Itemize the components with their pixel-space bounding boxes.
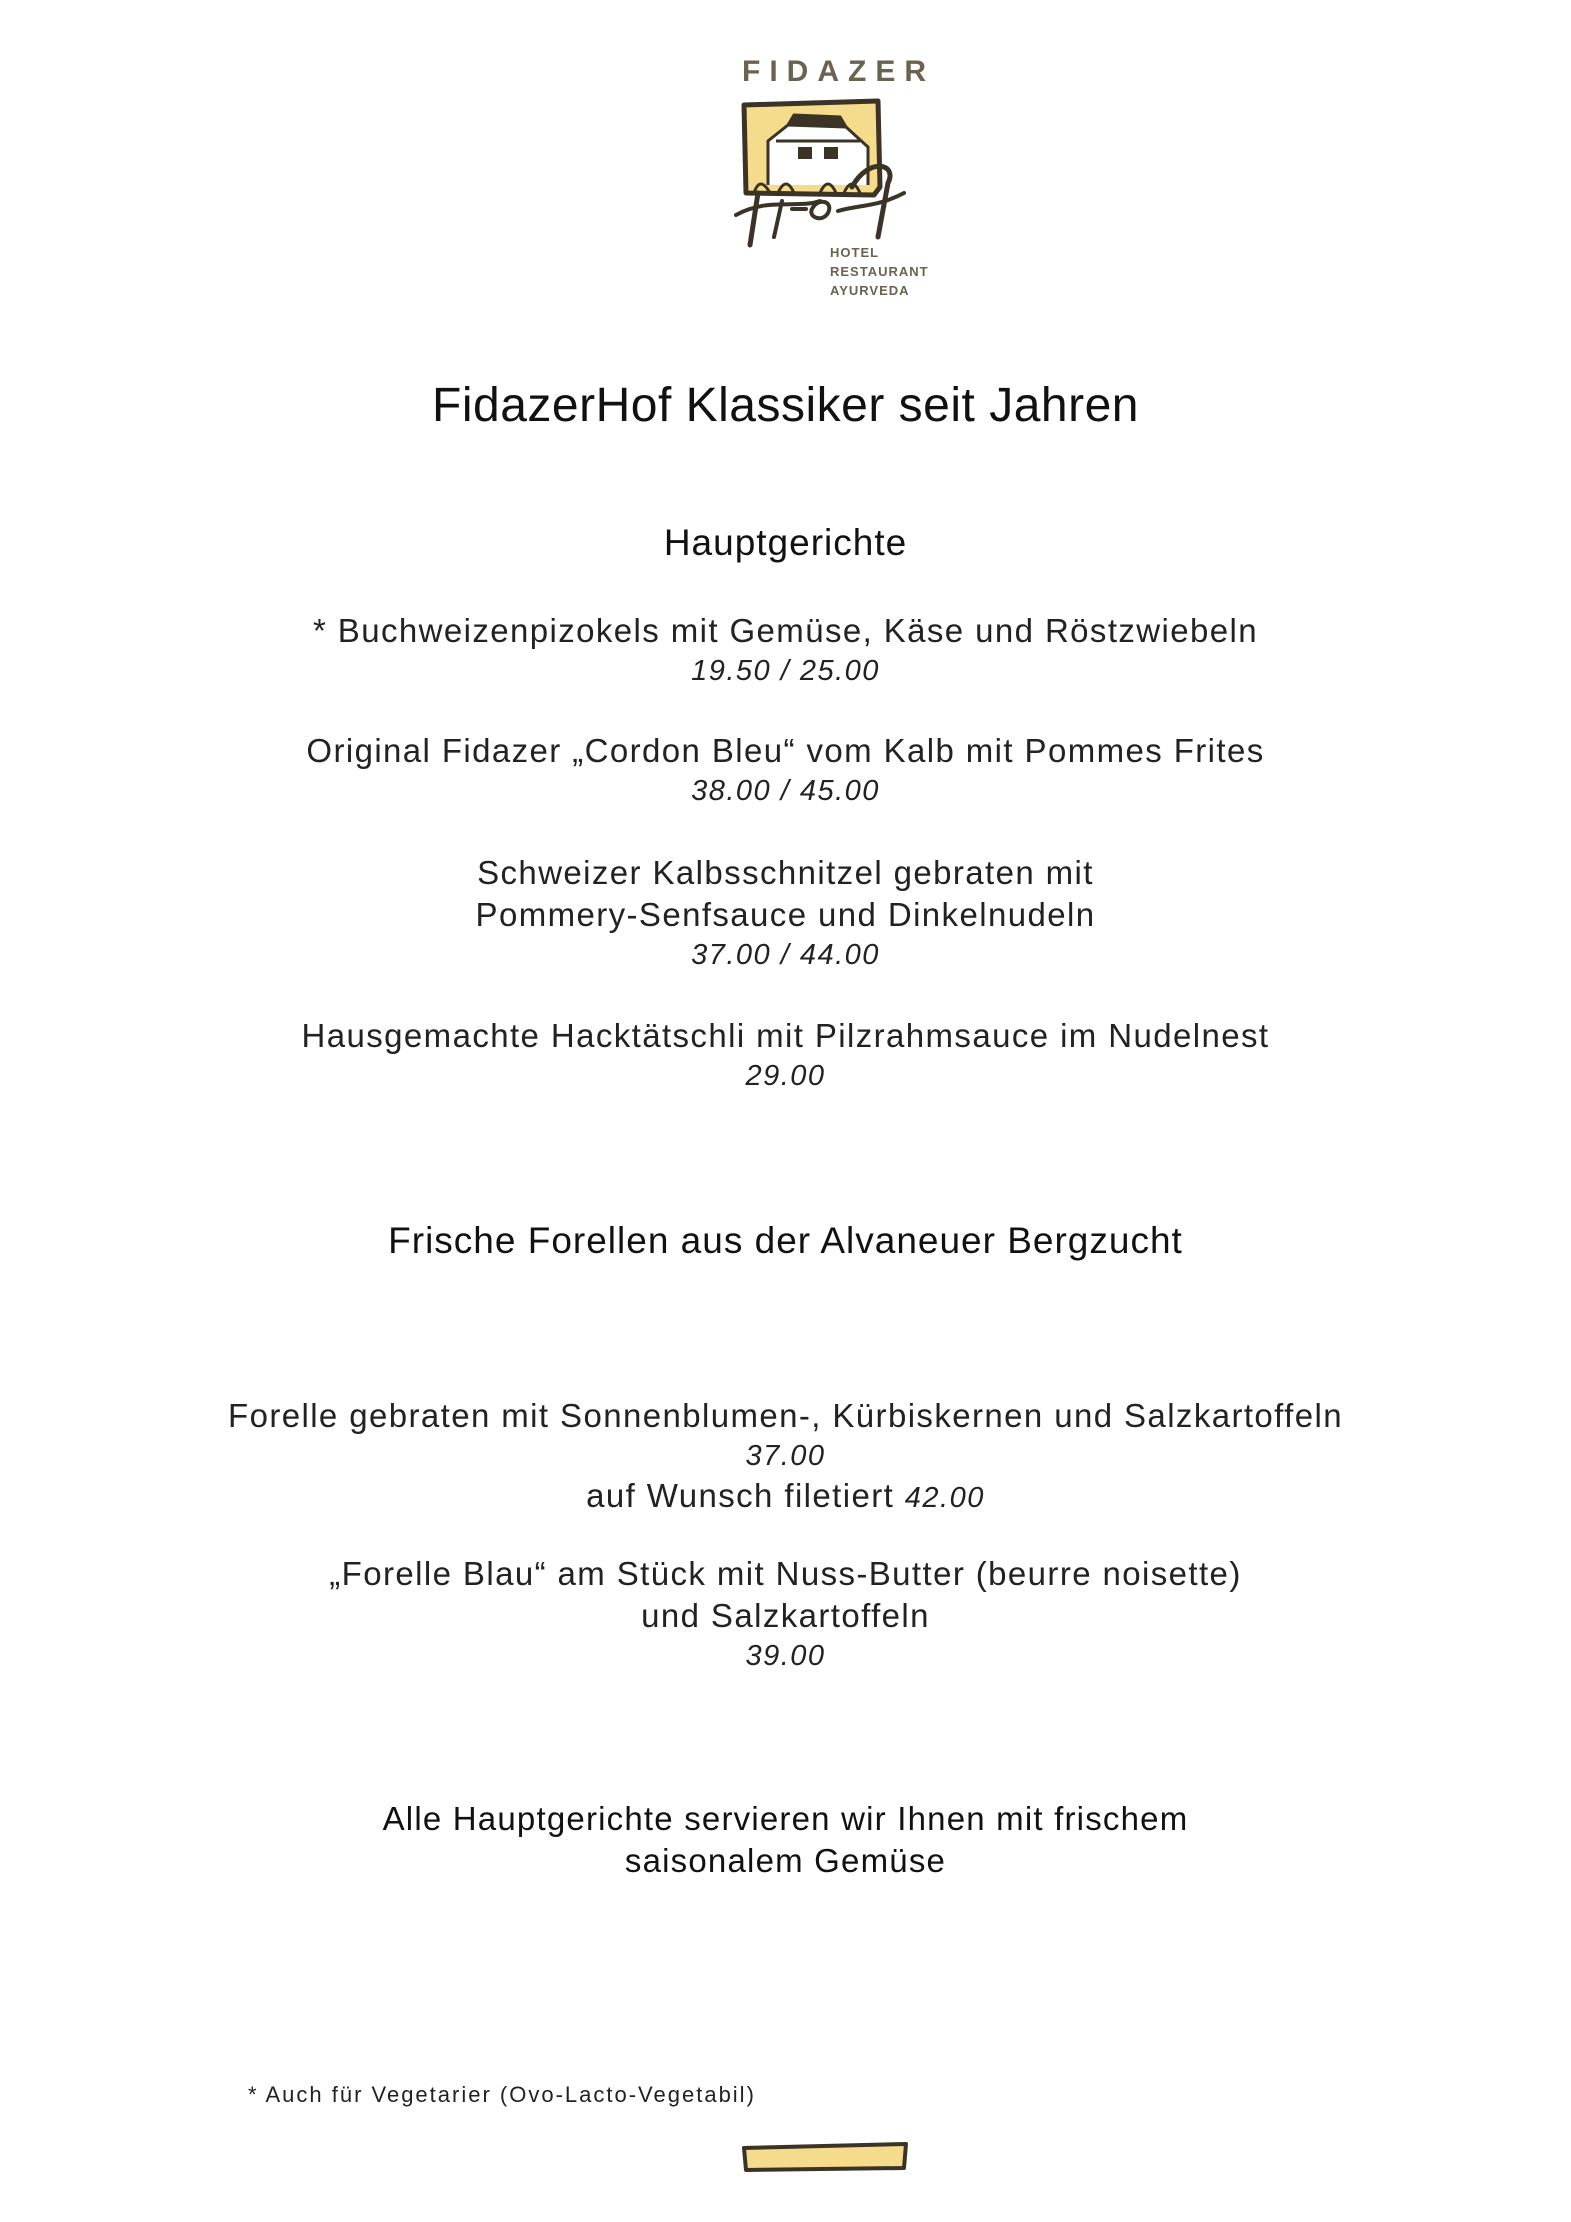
logo-subtitle — [830, 243, 929, 300]
menu-item — [0, 1553, 1571, 1675]
decorative-bar-icon — [740, 2140, 910, 2174]
menu-item — [0, 852, 1571, 974]
dish-name: Original Fidazer „Cordon Bleu“ vom Kalb mit Pommes Frites — [306, 732, 1265, 769]
dish-price: 37.00 — [745, 1440, 826, 1472]
page-title: FidazerHof Klassiker seit Jahren — [432, 379, 1139, 432]
section-heading-hauptgerichte: Hauptgerichte — [663, 522, 908, 563]
menu-item — [0, 1015, 1571, 1095]
vegetarian-footnote: * Auch für Vegetarier (Ovo-Lacto-Vegetabil) — [248, 2082, 756, 2107]
dish-name: und Salzkartoffeln — [641, 1597, 930, 1634]
menu-item — [0, 730, 1571, 810]
section-heading-forellen: Frische Forellen aus der Alvaneuer Bergzucht — [388, 1220, 1183, 1261]
dish-option-label: auf Wunsch filetiert — [586, 1477, 895, 1514]
dish-price: 19.50 / 25.00 — [691, 655, 880, 687]
dish-name: „Forelle Blau“ am Stück mit Nuss-Butter (beurre noisette) — [329, 1555, 1242, 1592]
serving-note-line: Alle Hauptgerichte servieren wir Ihnen mit frischem — [382, 1800, 1189, 1837]
logo-subtitle-line: RESTAURANT — [830, 264, 929, 279]
serving-note-line: saisonalem Gemüse — [624, 1842, 947, 1879]
hotel-logo — [728, 55, 948, 305]
dish-price: 37.00 / 44.00 — [691, 939, 880, 971]
menu-item — [0, 1395, 1571, 1519]
dish-option-price: 42.00 — [904, 1482, 985, 1514]
logo-brand: FIDAZER — [742, 55, 935, 88]
dish-name: Schweizer Kalbsschnitzel gebraten mit — [477, 854, 1094, 891]
dish-price: 29.00 — [745, 1060, 826, 1092]
dish-name: Hausgemachte Hacktätschli mit Pilzrahmsauce im Nudelnest — [301, 1017, 1270, 1054]
dish-name: Pommery-Senfsauce und Dinkelnudeln — [475, 896, 1096, 933]
logo-subtitle-line: HOTEL — [830, 245, 880, 260]
dish-name: Forelle gebraten mit Sonnenblumen-, Kürbiskernen und Salzkartoffeln — [228, 1397, 1343, 1434]
logo-house-icon — [728, 97, 938, 257]
dish-price: 39.00 — [745, 1640, 826, 1672]
serving-note — [0, 1798, 1571, 1882]
dish-option — [0, 1475, 1571, 1519]
logo-subtitle-line: AYURVEDA — [830, 283, 910, 298]
menu-item — [0, 610, 1571, 690]
dish-price: 38.00 / 45.00 — [691, 775, 880, 807]
dish-name: * Buchweizenpizokels mit Gemüse, Käse und Röstzwiebeln — [312, 612, 1259, 649]
